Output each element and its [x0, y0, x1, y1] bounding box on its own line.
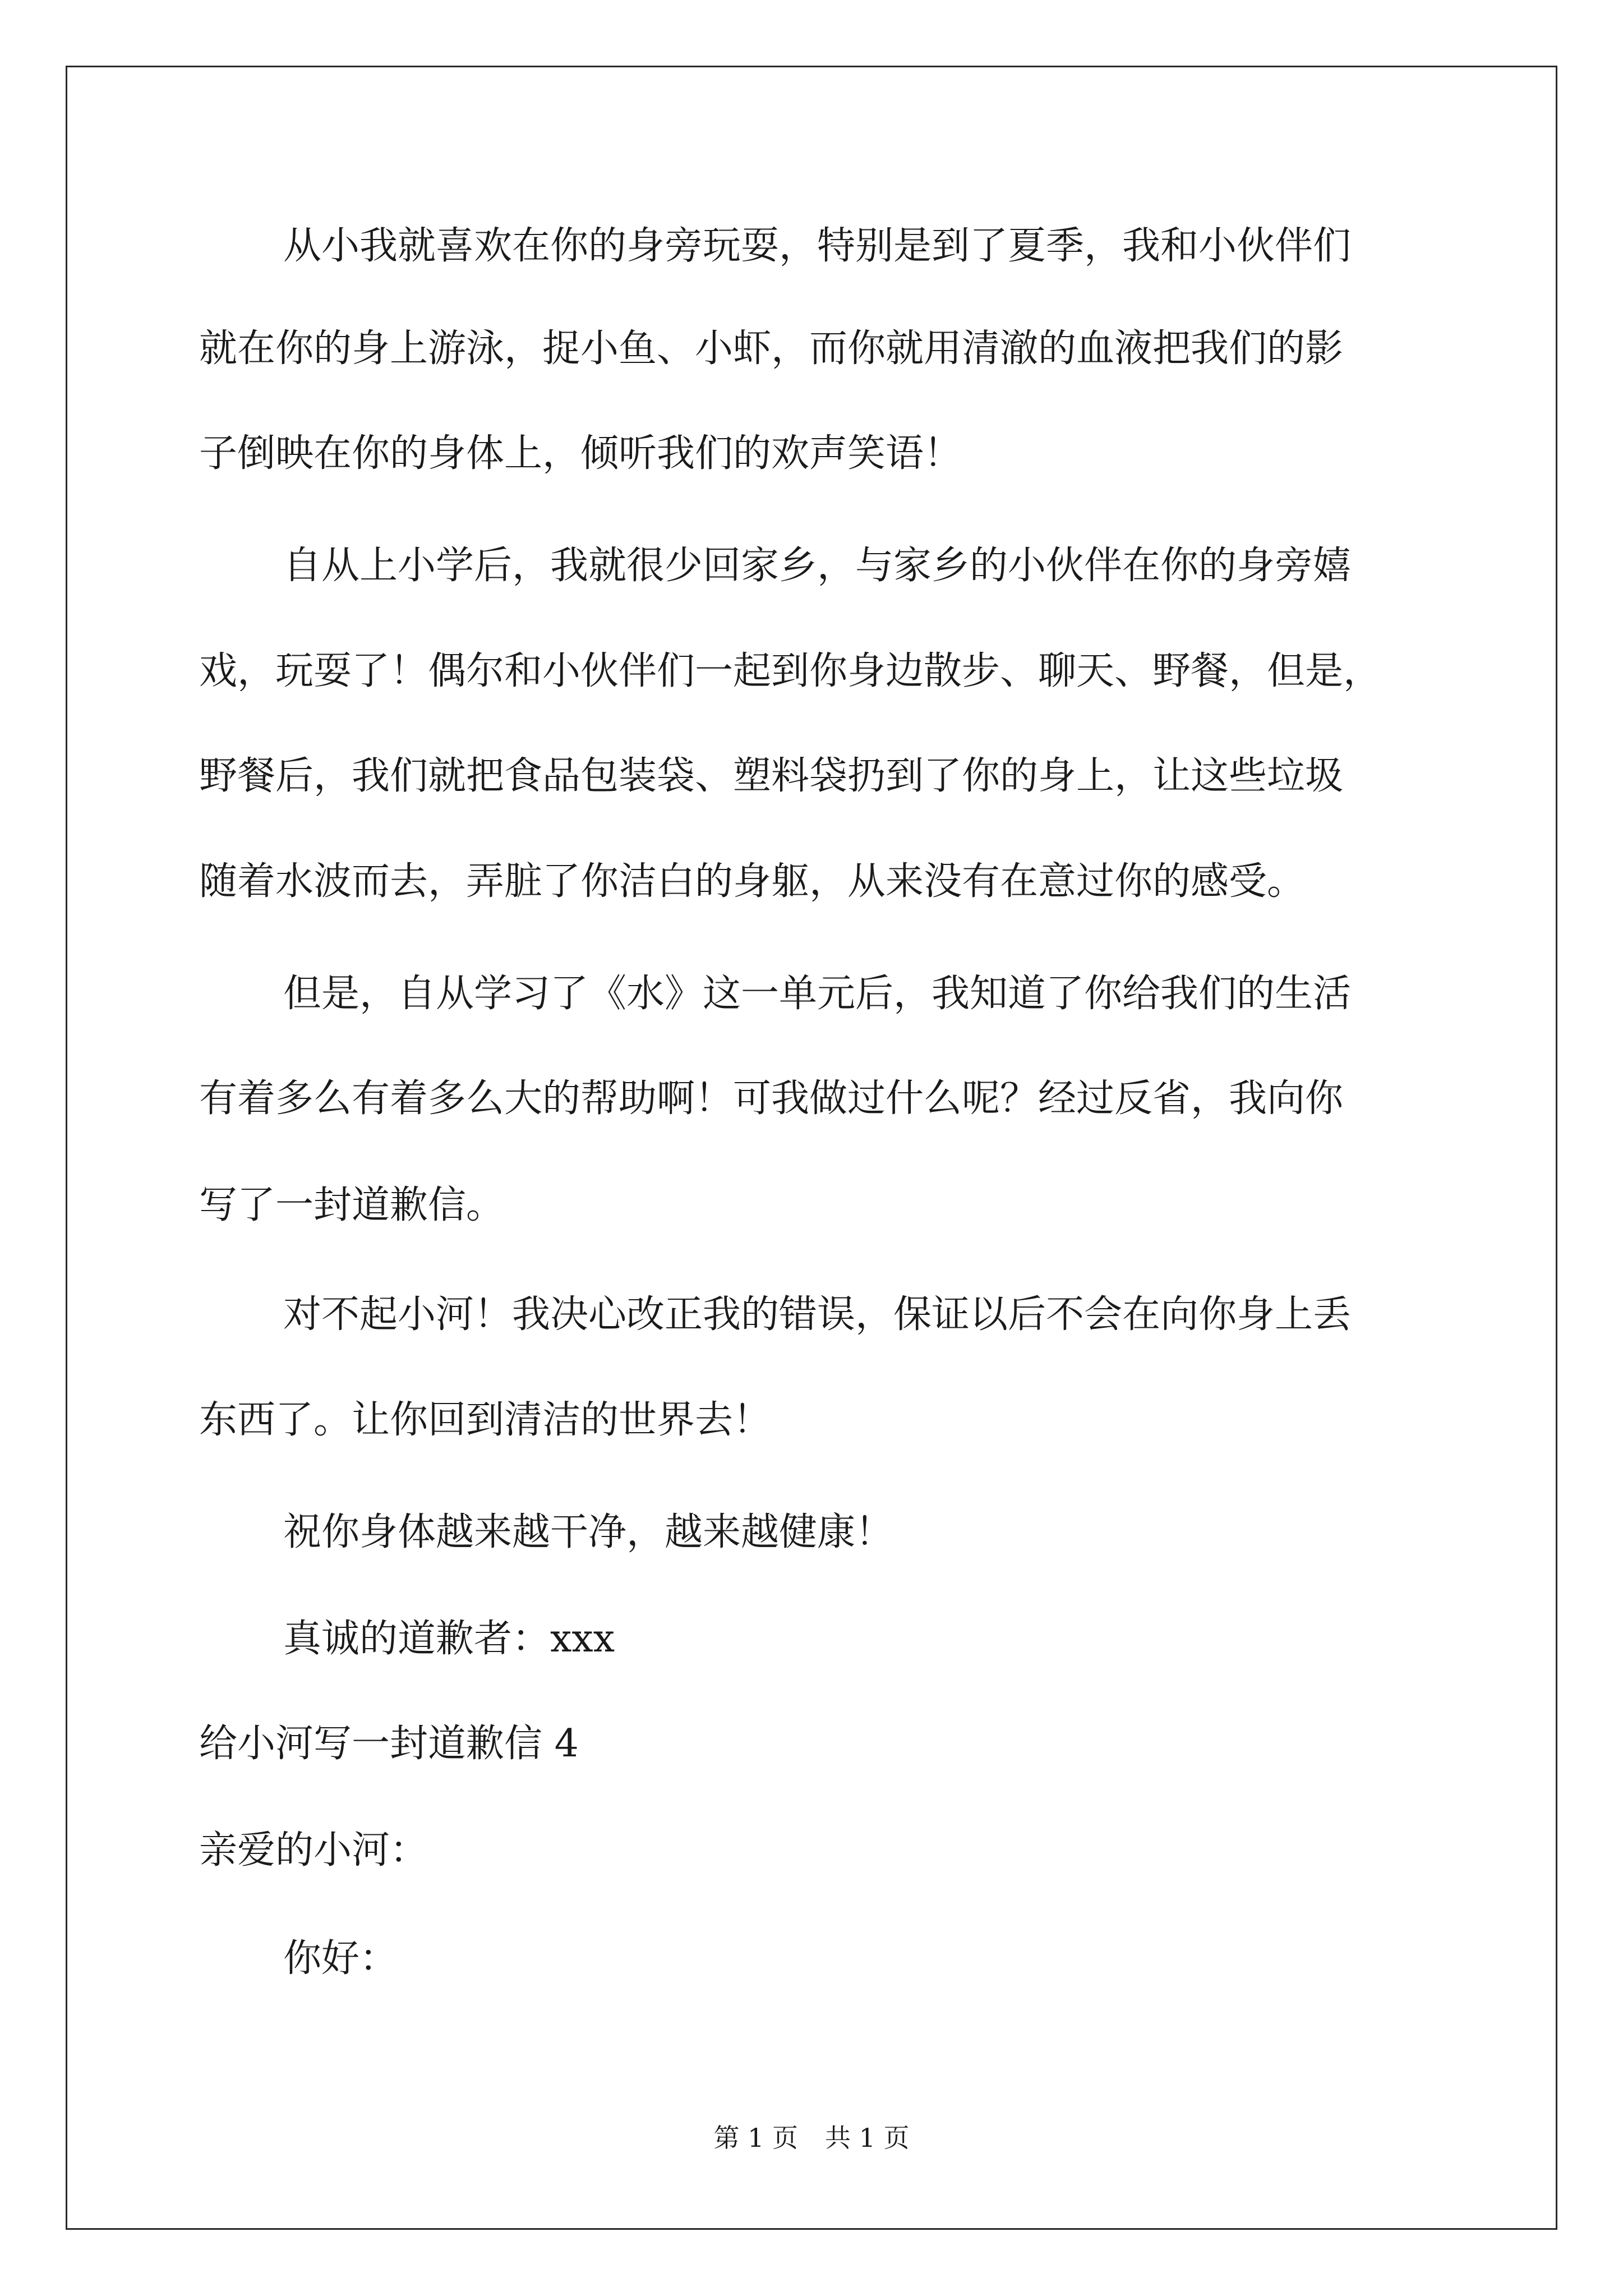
- page-number-current: 第 1 页: [713, 2123, 798, 2153]
- page-footer: [0, 2125, 1623, 2151]
- body-line: 就在你的身上游泳，捉小鱼、小虾，而你就用清澈的血液把我们的影: [199, 326, 1344, 371]
- page-number-total: 共 1 页: [825, 2123, 910, 2153]
- body-line: 戏，玩耍了！偶尔和小伙伴们一起到你身边散步、聊天、野餐，但是，: [199, 649, 1382, 693]
- body-line: 但是，自从学习了《水》这一单元后，我知道了你给我们的生活: [283, 972, 1352, 1016]
- body-line: 对不起小河！我决心改正我的错误，保证以后不会在向你身上丢: [283, 1292, 1352, 1337]
- greeting: 你好：: [283, 1936, 398, 1981]
- body-line: 自从上小学后，我就很少回家乡，与家乡的小伙伴在你的身旁嬉: [283, 544, 1352, 588]
- body-line: 有着多么有着多么大的帮助啊！可我做过什么呢？经过反省，我向你: [199, 1076, 1344, 1121]
- body-line: 随着水波而去，弄脏了你洁白的身躯，从来没有在意过你的感受。: [199, 859, 1306, 904]
- page-border: [66, 66, 1557, 2230]
- signature-line: 真诚的道歉者：xxx: [283, 1617, 615, 1661]
- body-line: 野餐后，我们就把食品包装袋、塑料袋扔到了你的身上，让这些垃圾: [199, 754, 1344, 798]
- body-line: 从小我就喜欢在你的身旁玩耍，特别是到了夏季，我和小伙伴们: [283, 224, 1352, 268]
- salutation: 亲爱的小河：: [199, 1828, 428, 1872]
- body-line: 写了一封道歉信。: [199, 1183, 505, 1227]
- body-line: 祝你身体越来越干净，越来越健康！: [283, 1510, 894, 1554]
- body-line: 子倒映在你的身体上，倾听我们的欢声笑语！: [199, 431, 962, 476]
- body-line: 东西了。让你回到清洁的世界去！: [199, 1398, 772, 1442]
- section-title: 给小河写一封道歉信 4: [199, 1722, 579, 1766]
